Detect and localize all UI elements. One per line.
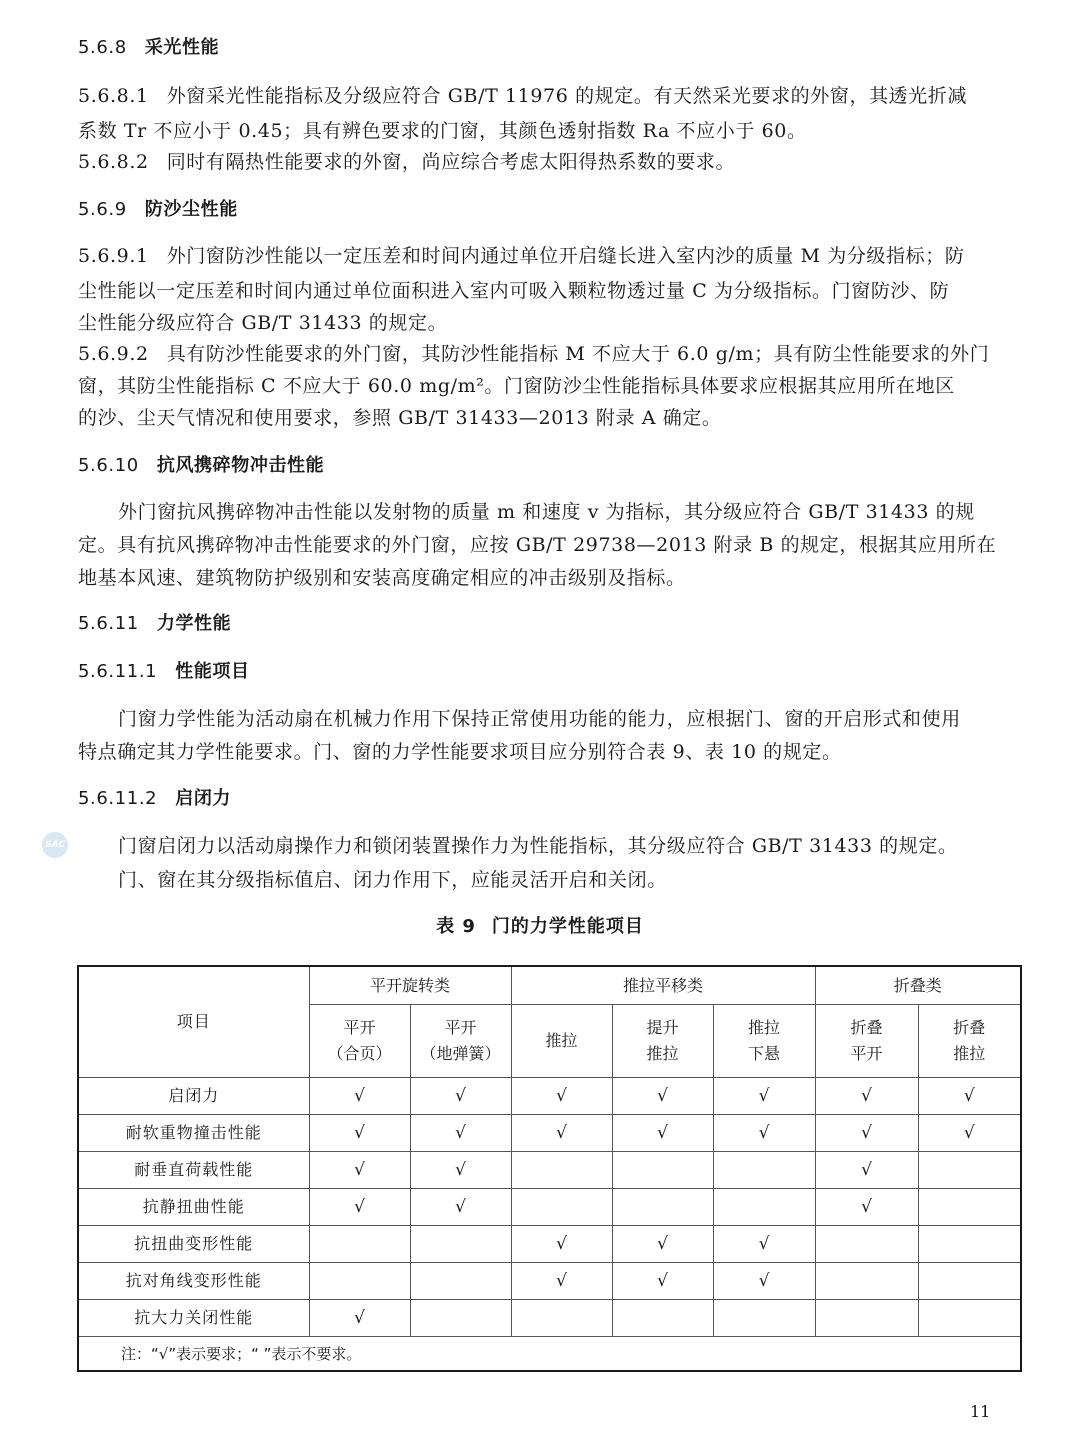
paragraph-line: 系数 Tr 不应小于 0.45；具有辨色要求的门窗，其颜色透射指数 Ra 不应小于 60。: [78, 120, 807, 142]
check-mark-cell: √: [918, 1078, 1021, 1115]
empty-cell: [918, 1263, 1021, 1300]
paragraph-line: 的沙、尘天气情况和使用要求，参照 GB/T 31433—2013 附录 A 确定。: [78, 407, 722, 429]
subheader-cell: [815, 1005, 918, 1078]
subheader-cell: [918, 1005, 1021, 1078]
table-row: [78, 1226, 1021, 1263]
paragraph-line: 5.6.8.1 外窗采光性能指标及分级应符合 GB/T 11976 的规定。有天然采光要求的外窗，其透光折减: [78, 85, 968, 107]
paragraph-line: 尘性能以一定压差和时间内通过单位面积进入室内可吸入颗粒物透过量 C 为分级指标。门窗防沙、防: [78, 280, 950, 302]
check-mark-cell: √: [612, 1078, 713, 1115]
clause-number: 5.6.9.2: [78, 343, 149, 365]
check-mark-cell: √: [410, 1078, 511, 1115]
paragraph-line: 特点确定其力学性能要求。门、窗的力学性能要求项目应分别符合表 9、表 10 的规定。: [78, 741, 842, 763]
check-mark-cell: √: [713, 1078, 815, 1115]
subheader-cell: [511, 1005, 612, 1078]
check-mark-cell: √: [309, 1078, 410, 1115]
subheader-cell: [612, 1005, 713, 1078]
section-heading: 5.6.11.1 性能项目: [78, 661, 250, 682]
check-mark-cell: √: [713, 1263, 815, 1300]
check-mark-cell: √: [511, 1115, 612, 1152]
paragraph-line: 窗，其防尘性能指标 C 不应大于 60.0 mg/m²。门窗防沙尘性能指标具体要求应根据其应用所在地区: [78, 375, 955, 397]
check-mark-cell: √: [511, 1263, 612, 1300]
section-heading: 5.6.10 抗风携碎物冲击性能: [78, 455, 325, 476]
check-mark-cell: √: [612, 1226, 713, 1263]
empty-cell: [918, 1189, 1021, 1226]
empty-cell: [511, 1189, 612, 1226]
empty-cell: [410, 1226, 511, 1263]
check-mark-cell: √: [612, 1115, 713, 1152]
empty-cell: [918, 1300, 1021, 1337]
subheader-line: （地弹簧）: [420, 1044, 501, 1063]
row-item-label: 抗对角线变形性能: [78, 1263, 309, 1300]
group-header-cell: 推拉平移类: [511, 966, 815, 1005]
check-mark-cell: √: [713, 1226, 815, 1263]
row-item-label: 抗扭曲变形性能: [78, 1226, 309, 1263]
check-mark-cell: √: [511, 1078, 612, 1115]
item-header-cell: 项目: [78, 966, 309, 1078]
subheader-line: 推拉: [545, 1031, 578, 1050]
check-mark-cell: √: [309, 1300, 410, 1337]
check-mark-cell: √: [815, 1152, 918, 1189]
paragraph-line: 门窗力学性能为活动扇在机械力作用下保持正常使用功能的能力，应根据门、窗的开启形式和使用: [118, 708, 961, 730]
section-heading: 5.6.11 力学性能: [78, 613, 232, 634]
table-row: [78, 1078, 1021, 1115]
table-row: [78, 1189, 1021, 1226]
table-header-row: [78, 966, 1021, 1005]
subheader-line: 推拉: [953, 1044, 986, 1063]
subheader-line: 下悬: [748, 1044, 781, 1063]
empty-cell: [410, 1300, 511, 1337]
empty-cell: [713, 1189, 815, 1226]
check-mark-cell: √: [815, 1078, 918, 1115]
empty-cell: [713, 1152, 815, 1189]
empty-cell: [612, 1300, 713, 1337]
table-row: [78, 1263, 1021, 1300]
paragraph-line: 5.6.8.2 同时有隔热性能要求的外窗，尚应综合考虑太阳得热系数的要求。: [78, 151, 736, 173]
empty-cell: [309, 1263, 410, 1300]
empty-cell: [511, 1300, 612, 1337]
paragraph-line: 5.6.9.1 外门窗防沙性能以一定压差和时间内通过单位开启缝长进入室内沙的质量 M 为分级指标；防: [78, 245, 965, 267]
paragraph-line: 定。具有抗风携碎物冲击性能要求的外门窗，应按 GB/T 29738—2013 附录 B 的规定，根据其应用所在: [78, 534, 997, 556]
paragraph-line: 地基本风速、建筑物防护级别和安装高度确定相应的冲击级别及指标。: [78, 567, 686, 589]
subheader-line: 推拉: [646, 1044, 679, 1063]
empty-cell: [713, 1300, 815, 1337]
empty-cell: [511, 1152, 612, 1189]
section-heading: 5.6.9 防沙尘性能: [78, 199, 238, 220]
sac-watermark-logo: SAC: [42, 832, 68, 858]
clause-number: 5.6.8.1: [78, 85, 149, 107]
empty-cell: [918, 1226, 1021, 1263]
check-mark-cell: √: [918, 1115, 1021, 1152]
check-mark-cell: √: [410, 1152, 511, 1189]
check-mark-cell: √: [309, 1152, 410, 1189]
page-number: 11: [970, 1402, 991, 1421]
row-item-label: 启闭力: [78, 1078, 309, 1115]
mechanical-performance-table: [77, 965, 1022, 1372]
subheader-line: 折叠: [850, 1018, 883, 1037]
check-mark-cell: √: [815, 1189, 918, 1226]
group-header-cell: 平开旋转类: [309, 966, 511, 1005]
row-item-label: 耐垂直荷载性能: [78, 1152, 309, 1189]
paragraph-line: 门窗启闭力以活动扇操作力和锁闭装置操作力为性能指标，其分级应符合 GB/T 31433 的规定。: [118, 835, 958, 857]
subheader-line: 折叠: [953, 1018, 986, 1037]
row-item-label: 抗大力关闭性能: [78, 1300, 309, 1337]
subheader-line: 平开: [850, 1044, 883, 1063]
table-row: [78, 1115, 1021, 1152]
empty-cell: [815, 1226, 918, 1263]
section-heading: 5.6.8 采光性能: [78, 37, 220, 58]
check-mark-cell: √: [309, 1189, 410, 1226]
subheader-cell: [309, 1005, 410, 1078]
check-mark-cell: √: [815, 1115, 918, 1152]
paragraph-line: 尘性能分级应符合 GB/T 31433 的规定。: [78, 312, 448, 334]
paragraph-line: 门、窗在其分级指标值启、闭力作用下，应能灵活开启和关闭。: [118, 869, 667, 891]
subheader-line: 提升: [646, 1018, 679, 1037]
clause-number: 5.6.8.2: [78, 151, 149, 173]
table-row: [78, 1152, 1021, 1189]
check-mark-cell: √: [410, 1189, 511, 1226]
check-mark-cell: √: [511, 1226, 612, 1263]
empty-cell: [612, 1189, 713, 1226]
subheader-line: 平开: [444, 1018, 477, 1037]
empty-cell: [410, 1263, 511, 1300]
empty-cell: [815, 1300, 918, 1337]
subheader-line: 推拉: [748, 1018, 781, 1037]
check-mark-cell: √: [612, 1263, 713, 1300]
table-note: 注：“√”表示要求；“ ”表示不要求。: [78, 1337, 1021, 1372]
paragraph-line: 5.6.9.2 具有防沙性能要求的外门窗，其防沙性能指标 M 不应大于 6.0 g/m；具有防尘性能要求的外门: [78, 343, 990, 365]
subheader-cell: [713, 1005, 815, 1078]
clause-number: 5.6.9.1: [78, 245, 149, 267]
row-item-label: 抗静扭曲性能: [78, 1189, 309, 1226]
empty-cell: [309, 1226, 410, 1263]
subheader-cell: [410, 1005, 511, 1078]
empty-cell: [918, 1152, 1021, 1189]
empty-cell: [612, 1152, 713, 1189]
paragraph-line: 外门窗抗风携碎物冲击性能以发射物的质量 m 和速度 v 为指标，其分级应符合 GB/T 31433 的规: [118, 501, 975, 523]
empty-cell: [815, 1263, 918, 1300]
row-item-label: 耐软重物撞击性能: [78, 1115, 309, 1152]
check-mark-cell: √: [713, 1115, 815, 1152]
subheader-line: （合页）: [327, 1044, 392, 1063]
check-mark-cell: √: [309, 1115, 410, 1152]
table-caption: 表 9 门的力学性能项目: [436, 916, 644, 937]
table-note-row: [78, 1337, 1021, 1372]
group-header-cell: 折叠类: [815, 966, 1021, 1005]
section-heading: 5.6.11.2 启闭力: [78, 788, 232, 809]
subheader-line: 平开: [343, 1018, 376, 1037]
table-row: [78, 1300, 1021, 1337]
check-mark-cell: √: [410, 1115, 511, 1152]
